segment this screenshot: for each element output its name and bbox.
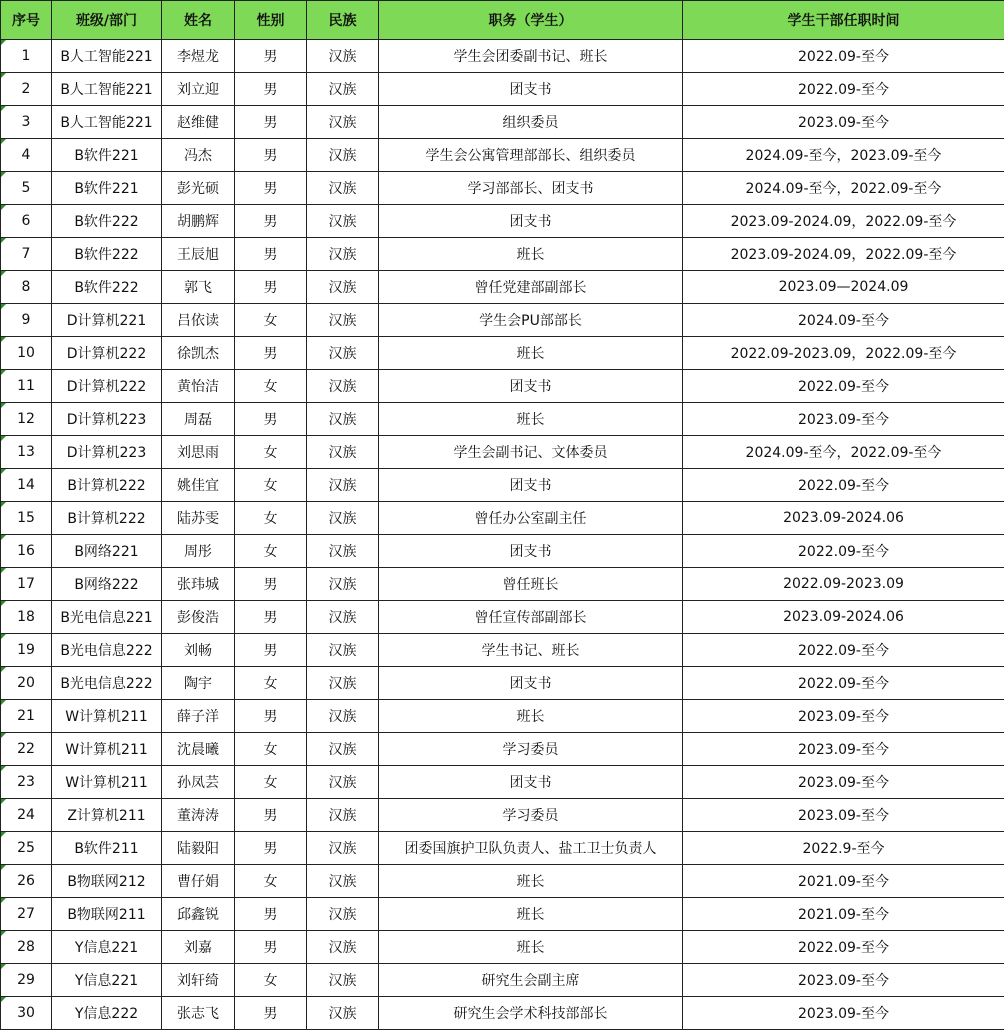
class-cell: B软件222	[52, 238, 162, 271]
tenure-cell: 2022.09-至今	[683, 634, 1004, 667]
name-cell: 周彤	[162, 535, 235, 568]
name-cell: 冯杰	[162, 139, 235, 172]
tenure-cell: 2022.09-至今	[683, 667, 1004, 700]
class-cell: D计算机222	[52, 337, 162, 370]
table-row	[1, 898, 1004, 931]
position-cell: 组织委员	[379, 106, 683, 139]
gender-cell: 男	[235, 832, 307, 865]
gender-cell: 男	[235, 40, 307, 73]
ethnicity-cell: 汉族	[307, 898, 379, 931]
name-cell: 邱鑫锐	[162, 898, 235, 931]
gender-cell: 男	[235, 238, 307, 271]
tenure-cell: 2024.09-至今，2022.09-至今	[683, 172, 1004, 205]
seq-cell: 16	[1, 535, 52, 568]
name-cell: 刘轩绮	[162, 964, 235, 997]
table-row	[1, 931, 1004, 964]
seq-cell: 18	[1, 601, 52, 634]
table-row	[1, 832, 1004, 865]
name-cell: 张玮城	[162, 568, 235, 601]
class-cell: B网络221	[52, 535, 162, 568]
class-cell: W计算机211	[52, 733, 162, 766]
tenure-cell: 2023.09-至今	[683, 733, 1004, 766]
position-cell: 班长	[379, 238, 683, 271]
table-row	[1, 172, 1004, 205]
gender-cell: 女	[235, 964, 307, 997]
table-row	[1, 106, 1004, 139]
table-row	[1, 568, 1004, 601]
seq-cell: 14	[1, 469, 52, 502]
header-class: 班级/部门	[52, 1, 162, 40]
table-row	[1, 601, 1004, 634]
seq-cell: 27	[1, 898, 52, 931]
name-cell: 刘思雨	[162, 436, 235, 469]
tenure-cell: 2022.9-至今	[683, 832, 1004, 865]
position-cell: 学习委员	[379, 799, 683, 832]
position-cell: 班长	[379, 865, 683, 898]
position-cell: 曾任班长	[379, 568, 683, 601]
class-cell: D计算机223	[52, 436, 162, 469]
ethnicity-cell: 汉族	[307, 172, 379, 205]
seq-cell: 3	[1, 106, 52, 139]
tenure-cell: 2022.09-至今	[683, 535, 1004, 568]
ethnicity-cell: 汉族	[307, 370, 379, 403]
seq-cell: 10	[1, 337, 52, 370]
position-cell: 研究生会学术科技部部长	[379, 997, 683, 1030]
position-cell: 学习部部长、团支书	[379, 172, 683, 205]
gender-cell: 女	[235, 370, 307, 403]
seq-cell: 24	[1, 799, 52, 832]
name-cell: 黄怡洁	[162, 370, 235, 403]
name-cell: 彭光硕	[162, 172, 235, 205]
gender-cell: 男	[235, 898, 307, 931]
class-cell: B计算机222	[52, 502, 162, 535]
class-cell: B软件211	[52, 832, 162, 865]
table-row	[1, 700, 1004, 733]
position-cell: 学生会公寓管理部部长、组织委员	[379, 139, 683, 172]
gender-cell: 男	[235, 601, 307, 634]
gender-cell: 男	[235, 700, 307, 733]
table-row	[1, 865, 1004, 898]
position-cell: 学生书记、班长	[379, 634, 683, 667]
gender-cell: 女	[235, 865, 307, 898]
name-cell: 陆毅阳	[162, 832, 235, 865]
seq-cell: 5	[1, 172, 52, 205]
ethnicity-cell: 汉族	[307, 568, 379, 601]
table-row	[1, 535, 1004, 568]
class-cell: B软件221	[52, 139, 162, 172]
name-cell: 彭俊浩	[162, 601, 235, 634]
seq-cell: 25	[1, 832, 52, 865]
ethnicity-cell: 汉族	[307, 832, 379, 865]
gender-cell: 女	[235, 766, 307, 799]
gender-cell: 男	[235, 139, 307, 172]
name-cell: 董涛涛	[162, 799, 235, 832]
name-cell: 刘嘉	[162, 931, 235, 964]
header-row	[1, 1, 1004, 40]
table-row	[1, 73, 1004, 106]
name-cell: 姚佳宜	[162, 469, 235, 502]
position-cell: 学习委员	[379, 733, 683, 766]
table-row	[1, 238, 1004, 271]
table-row	[1, 436, 1004, 469]
position-cell: 学生会副书记、文体委员	[379, 436, 683, 469]
name-cell: 李煜龙	[162, 40, 235, 73]
ethnicity-cell: 汉族	[307, 799, 379, 832]
ethnicity-cell: 汉族	[307, 139, 379, 172]
tenure-cell: 2023.09-至今	[683, 403, 1004, 436]
ethnicity-cell: 汉族	[307, 205, 379, 238]
position-cell: 曾任党建部副部长	[379, 271, 683, 304]
table-row	[1, 997, 1004, 1030]
seq-cell: 13	[1, 436, 52, 469]
gender-cell: 男	[235, 271, 307, 304]
gender-cell: 男	[235, 403, 307, 436]
ethnicity-cell: 汉族	[307, 964, 379, 997]
tenure-cell: 2021.09-至今	[683, 865, 1004, 898]
table-row	[1, 205, 1004, 238]
header-tenure: 学生干部任职时间	[683, 1, 1004, 40]
header-gender: 性别	[235, 1, 307, 40]
table-row	[1, 337, 1004, 370]
gender-cell: 女	[235, 667, 307, 700]
ethnicity-cell: 汉族	[307, 502, 379, 535]
name-cell: 周磊	[162, 403, 235, 436]
position-cell: 团支书	[379, 370, 683, 403]
class-cell: B网络222	[52, 568, 162, 601]
tenure-cell: 2021.09-至今	[683, 898, 1004, 931]
name-cell: 孙凤芸	[162, 766, 235, 799]
seq-cell: 7	[1, 238, 52, 271]
name-cell: 吕依读	[162, 304, 235, 337]
name-cell: 沈晨曦	[162, 733, 235, 766]
position-cell: 班长	[379, 898, 683, 931]
table-row	[1, 469, 1004, 502]
ethnicity-cell: 汉族	[307, 535, 379, 568]
ethnicity-cell: 汉族	[307, 733, 379, 766]
table-row	[1, 799, 1004, 832]
name-cell: 郭飞	[162, 271, 235, 304]
table-row	[1, 766, 1004, 799]
header-name: 姓名	[162, 1, 235, 40]
position-cell: 团支书	[379, 73, 683, 106]
seq-cell: 2	[1, 73, 52, 106]
ethnicity-cell: 汉族	[307, 700, 379, 733]
class-cell: W计算机211	[52, 766, 162, 799]
name-cell: 刘畅	[162, 634, 235, 667]
position-cell: 学生会PU部部长	[379, 304, 683, 337]
seq-cell: 6	[1, 205, 52, 238]
name-cell: 陆苏雯	[162, 502, 235, 535]
tenure-cell: 2022.09-2023.09，2022.09-至今	[683, 337, 1004, 370]
header-position: 职务（学生）	[379, 1, 683, 40]
class-cell: B光电信息222	[52, 667, 162, 700]
tenure-cell: 2023.09-2024.09，2022.09-至今	[683, 205, 1004, 238]
table-row	[1, 370, 1004, 403]
gender-cell: 女	[235, 502, 307, 535]
seq-cell: 22	[1, 733, 52, 766]
tenure-cell: 2022.09-至今	[683, 469, 1004, 502]
table-row	[1, 733, 1004, 766]
tenure-cell: 2023.09-至今	[683, 766, 1004, 799]
gender-cell: 男	[235, 73, 307, 106]
seq-cell: 8	[1, 271, 52, 304]
gender-cell: 男	[235, 172, 307, 205]
table-row	[1, 271, 1004, 304]
position-cell: 团支书	[379, 766, 683, 799]
tenure-cell: 2022.09-至今	[683, 40, 1004, 73]
gender-cell: 男	[235, 799, 307, 832]
ethnicity-cell: 汉族	[307, 238, 379, 271]
tenure-cell: 2023.09-至今	[683, 799, 1004, 832]
table-row	[1, 502, 1004, 535]
position-cell: 班长	[379, 700, 683, 733]
ethnicity-cell: 汉族	[307, 667, 379, 700]
tenure-cell: 2022.09-至今	[683, 73, 1004, 106]
ethnicity-cell: 汉族	[307, 40, 379, 73]
ethnicity-cell: 汉族	[307, 304, 379, 337]
gender-cell: 男	[235, 634, 307, 667]
seq-cell: 15	[1, 502, 52, 535]
gender-cell: 男	[235, 337, 307, 370]
name-cell: 徐凯杰	[162, 337, 235, 370]
gender-cell: 女	[235, 535, 307, 568]
tenure-cell: 2023.09-2024.06	[683, 601, 1004, 634]
name-cell: 赵维健	[162, 106, 235, 139]
ethnicity-cell: 汉族	[307, 766, 379, 799]
position-cell: 曾任办公室副主任	[379, 502, 683, 535]
seq-cell: 1	[1, 40, 52, 73]
class-cell: Y信息222	[52, 997, 162, 1030]
class-cell: B光电信息222	[52, 634, 162, 667]
position-cell: 团支书	[379, 667, 683, 700]
position-cell: 学生会团委副书记、班长	[379, 40, 683, 73]
gender-cell: 男	[235, 931, 307, 964]
tenure-cell: 2023.09-至今	[683, 997, 1004, 1030]
position-cell: 团支书	[379, 205, 683, 238]
class-cell: B软件221	[52, 172, 162, 205]
tenure-cell: 2022.09-至今	[683, 931, 1004, 964]
ethnicity-cell: 汉族	[307, 403, 379, 436]
name-cell: 薛子洋	[162, 700, 235, 733]
class-cell: W计算机211	[52, 700, 162, 733]
ethnicity-cell: 汉族	[307, 634, 379, 667]
tenure-cell: 2023.09-2024.06	[683, 502, 1004, 535]
seq-cell: 30	[1, 997, 52, 1030]
position-cell: 团支书	[379, 535, 683, 568]
table-row	[1, 964, 1004, 997]
class-cell: B软件222	[52, 271, 162, 304]
tenure-cell: 2023.09-至今	[683, 964, 1004, 997]
name-cell: 陶宇	[162, 667, 235, 700]
class-cell: B人工智能221	[52, 106, 162, 139]
table-row	[1, 139, 1004, 172]
gender-cell: 男	[235, 997, 307, 1030]
gender-cell: 女	[235, 733, 307, 766]
gender-cell: 女	[235, 304, 307, 337]
gender-cell: 女	[235, 469, 307, 502]
gender-cell: 男	[235, 568, 307, 601]
ethnicity-cell: 汉族	[307, 469, 379, 502]
class-cell: B人工智能221	[52, 40, 162, 73]
seq-cell: 26	[1, 865, 52, 898]
ethnicity-cell: 汉族	[307, 997, 379, 1030]
position-cell: 团委国旗护卫队负责人、盐工卫士负责人	[379, 832, 683, 865]
position-cell: 曾任宣传部副部长	[379, 601, 683, 634]
header-ethnicity: 民族	[307, 1, 379, 40]
tenure-cell: 2023.09-至今	[683, 106, 1004, 139]
table-row	[1, 40, 1004, 73]
ethnicity-cell: 汉族	[307, 73, 379, 106]
tenure-cell: 2024.09-至今，2023.09-至今	[683, 139, 1004, 172]
seq-cell: 17	[1, 568, 52, 601]
table-row	[1, 667, 1004, 700]
gender-cell: 男	[235, 205, 307, 238]
tenure-cell: 2023.09—2024.09	[683, 271, 1004, 304]
class-cell: B人工智能221	[52, 73, 162, 106]
ethnicity-cell: 汉族	[307, 931, 379, 964]
class-cell: D计算机222	[52, 370, 162, 403]
seq-cell: 4	[1, 139, 52, 172]
ethnicity-cell: 汉族	[307, 337, 379, 370]
ethnicity-cell: 汉族	[307, 271, 379, 304]
class-cell: B光电信息221	[52, 601, 162, 634]
name-cell: 胡鹏辉	[162, 205, 235, 238]
tenure-cell: 2022.09-2023.09	[683, 568, 1004, 601]
ethnicity-cell: 汉族	[307, 601, 379, 634]
table-row	[1, 304, 1004, 337]
tenure-cell: 2023.09-至今	[683, 700, 1004, 733]
class-cell: Z计算机211	[52, 799, 162, 832]
ethnicity-cell: 汉族	[307, 865, 379, 898]
seq-cell: 20	[1, 667, 52, 700]
seq-cell: 11	[1, 370, 52, 403]
gender-cell: 女	[235, 436, 307, 469]
position-cell: 研究生会副主席	[379, 964, 683, 997]
tenure-cell: 2023.09-2024.09，2022.09-至今	[683, 238, 1004, 271]
tenure-cell: 2024.09-至今	[683, 304, 1004, 337]
position-cell: 班长	[379, 931, 683, 964]
class-cell: Y信息221	[52, 931, 162, 964]
name-cell: 曹仔娟	[162, 865, 235, 898]
table-row	[1, 403, 1004, 436]
seq-cell: 28	[1, 931, 52, 964]
position-cell: 团支书	[379, 469, 683, 502]
position-cell: 班长	[379, 403, 683, 436]
seq-cell: 9	[1, 304, 52, 337]
ethnicity-cell: 汉族	[307, 436, 379, 469]
name-cell: 刘立迎	[162, 73, 235, 106]
class-cell: Y信息221	[52, 964, 162, 997]
position-cell: 班长	[379, 337, 683, 370]
class-cell: D计算机221	[52, 304, 162, 337]
ethnicity-cell: 汉族	[307, 106, 379, 139]
seq-cell: 21	[1, 700, 52, 733]
table-row	[1, 634, 1004, 667]
table-body	[1, 40, 1004, 1030]
class-cell: B软件222	[52, 205, 162, 238]
seq-cell: 12	[1, 403, 52, 436]
tenure-cell: 2024.09-至今，2022.09-至今	[683, 436, 1004, 469]
tenure-cell: 2022.09-至今	[683, 370, 1004, 403]
class-cell: D计算机223	[52, 403, 162, 436]
class-cell: B物联网211	[52, 898, 162, 931]
seq-cell: 29	[1, 964, 52, 997]
header-seq: 序号	[1, 1, 52, 40]
class-cell: B计算机222	[52, 469, 162, 502]
seq-cell: 23	[1, 766, 52, 799]
name-cell: 王辰旭	[162, 238, 235, 271]
class-cell: B物联网212	[52, 865, 162, 898]
gender-cell: 男	[235, 106, 307, 139]
seq-cell: 19	[1, 634, 52, 667]
name-cell: 张志飞	[162, 997, 235, 1030]
